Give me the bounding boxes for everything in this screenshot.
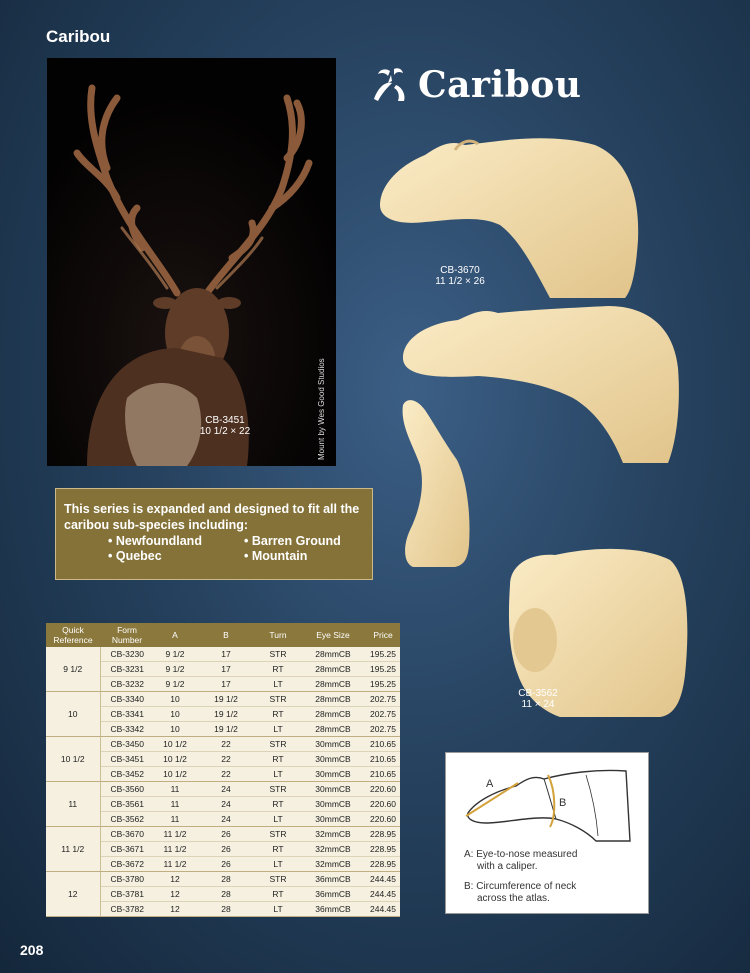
cell-turn: LT xyxy=(256,722,300,737)
cell-form: CB-3342 xyxy=(100,722,154,737)
label-b: B xyxy=(559,797,567,809)
cell-form: CB-3232 xyxy=(100,677,154,692)
cell-form: CB-3450 xyxy=(100,737,154,752)
cell-b: 26 xyxy=(196,842,256,857)
cell-turn: LT xyxy=(256,812,300,827)
cell-eye: 30mmCB xyxy=(300,812,366,827)
table-row xyxy=(46,842,400,857)
cell-b: 28 xyxy=(196,902,256,917)
cell-price: 210.65 xyxy=(366,737,400,752)
cell-form: CB-3562 xyxy=(100,812,154,827)
table-row xyxy=(46,722,400,737)
cell-form: CB-3560 xyxy=(100,782,154,797)
cell-a: 11 xyxy=(154,782,196,797)
cell-b: 19 1/2 xyxy=(196,707,256,722)
cell-turn: RT xyxy=(256,842,300,857)
cell-b: 17 xyxy=(196,677,256,692)
cell-a: 10 1/2 xyxy=(154,737,196,752)
cell-turn: STR xyxy=(256,872,300,887)
col-turn: Turn xyxy=(256,623,300,647)
cell-a: 12 xyxy=(154,872,196,887)
cell-price: 220.60 xyxy=(366,797,400,812)
table-row xyxy=(46,752,400,767)
cell-a: 11 xyxy=(154,797,196,812)
cell-b: 17 xyxy=(196,662,256,677)
cell-b: 22 xyxy=(196,737,256,752)
quick-reference-cell: 12 xyxy=(46,872,100,917)
cell-price: 195.25 xyxy=(366,647,400,662)
cell-price: 195.25 xyxy=(366,677,400,692)
cell-b: 24 xyxy=(196,797,256,812)
cell-price: 202.75 xyxy=(366,722,400,737)
cell-price: 195.25 xyxy=(366,662,400,677)
table-row xyxy=(46,872,400,887)
label-a: A xyxy=(486,778,494,790)
cell-eye: 28mmCB xyxy=(300,662,366,677)
cell-form: CB-3341 xyxy=(100,707,154,722)
cell-turn: RT xyxy=(256,797,300,812)
table-row xyxy=(46,647,400,662)
info-text-line-1: This series is expanded and designed to fit all the xyxy=(64,502,360,516)
cell-form: CB-3452 xyxy=(100,767,154,782)
cell-a: 11 xyxy=(154,812,196,827)
subspecies-item: • Mountain xyxy=(244,549,308,563)
cell-turn: RT xyxy=(256,752,300,767)
cell-a: 9 1/2 xyxy=(154,647,196,662)
cell-b: 22 xyxy=(196,767,256,782)
cell-a: 10 1/2 xyxy=(154,767,196,782)
cell-a: 9 1/2 xyxy=(154,677,196,692)
cell-price: 228.95 xyxy=(366,842,400,857)
cell-b: 17 xyxy=(196,647,256,662)
cell-a: 9 1/2 xyxy=(154,662,196,677)
measurement-diagram xyxy=(445,752,649,914)
cell-eye: 28mmCB xyxy=(300,692,366,707)
table-row xyxy=(46,782,400,797)
brand-title-text: Caribou xyxy=(418,64,582,106)
caribou-photo-illustration xyxy=(47,58,336,466)
cell-eye: 36mmCB xyxy=(300,902,366,917)
col-quick-reference: Quick Reference xyxy=(46,623,100,647)
mannequin-label-cb-3562 xyxy=(498,688,578,710)
cell-eye: 30mmCB xyxy=(300,782,366,797)
cell-price: 244.45 xyxy=(366,902,400,917)
table-row xyxy=(46,707,400,722)
cell-a: 12 xyxy=(154,887,196,902)
cell-eye: 30mmCB xyxy=(300,752,366,767)
cell-eye: 30mmCB xyxy=(300,797,366,812)
col-eye-size: Eye Size xyxy=(300,623,366,647)
cell-turn: STR xyxy=(256,782,300,797)
cell-price: 244.45 xyxy=(366,872,400,887)
photo-caption-code: CB-3451 xyxy=(205,415,245,426)
info-text-line-2: caribou sub-species including: xyxy=(64,518,249,532)
brand-title xyxy=(368,64,581,106)
cell-b: 19 1/2 xyxy=(196,692,256,707)
cell-turn: RT xyxy=(256,707,300,722)
cell-form: CB-3231 xyxy=(100,662,154,677)
cell-price: 220.60 xyxy=(366,812,400,827)
quick-reference-cell: 11 1/2 xyxy=(46,827,100,872)
table-row xyxy=(46,692,400,707)
col-a: A xyxy=(154,623,196,647)
series-info-box xyxy=(55,488,373,580)
cell-a: 11 1/2 xyxy=(154,827,196,842)
table-row xyxy=(46,767,400,782)
cell-a: 10 1/2 xyxy=(154,752,196,767)
mannequin-code: CB-3670 xyxy=(440,265,480,276)
table-header-row xyxy=(46,623,400,647)
cell-eye: 28mmCB xyxy=(300,707,366,722)
cell-eye: 30mmCB xyxy=(300,737,366,752)
col-price: Price xyxy=(366,623,400,647)
cell-eye: 32mmCB xyxy=(300,827,366,842)
table-row xyxy=(46,677,400,692)
cell-turn: LT xyxy=(256,767,300,782)
diagram-note-b: B: Circumference of neck across the atlas. xyxy=(464,881,577,904)
cell-a: 10 xyxy=(154,692,196,707)
diagram-note-a: A: Eye-to-nose measured with a caliper. xyxy=(464,849,578,872)
cell-turn: STR xyxy=(256,692,300,707)
page-number: 208 xyxy=(20,942,44,958)
col-form-number: Form Number xyxy=(100,623,154,647)
cell-turn: LT xyxy=(256,902,300,917)
cell-b: 24 xyxy=(196,812,256,827)
quick-reference-cell: 10 xyxy=(46,692,100,737)
cell-form: CB-3451 xyxy=(100,752,154,767)
cell-price: 210.65 xyxy=(366,767,400,782)
cell-eye: 36mmCB xyxy=(300,872,366,887)
cell-b: 22 xyxy=(196,752,256,767)
cell-price: 202.75 xyxy=(366,707,400,722)
cell-price: 202.75 xyxy=(366,692,400,707)
cell-price: 228.95 xyxy=(366,857,400,872)
cell-eye: 36mmCB xyxy=(300,887,366,902)
cell-form: CB-3561 xyxy=(100,797,154,812)
table-row xyxy=(46,902,400,917)
subspecies-list xyxy=(108,534,364,564)
forms-price-table xyxy=(46,623,400,917)
cell-form: CB-3780 xyxy=(100,872,154,887)
cell-price: 244.45 xyxy=(366,887,400,902)
cell-a: 11 1/2 xyxy=(154,842,196,857)
table-row xyxy=(46,887,400,902)
cell-eye: 28mmCB xyxy=(300,647,366,662)
cell-form: CB-3230 xyxy=(100,647,154,662)
cell-form: CB-3781 xyxy=(100,887,154,902)
cell-price: 210.65 xyxy=(366,752,400,767)
cell-turn: STR xyxy=(256,737,300,752)
subspecies-item: • Quebec xyxy=(108,549,162,563)
table-row xyxy=(46,857,400,872)
cell-turn: STR xyxy=(256,827,300,842)
photo-credit: Mount by Wes Good Studios xyxy=(317,358,326,460)
caribou-logo-icon xyxy=(368,67,410,103)
mannequin-size: 11 1/2 × 26 xyxy=(435,276,485,287)
cell-form: CB-3340 xyxy=(100,692,154,707)
table-row xyxy=(46,827,400,842)
cell-price: 220.60 xyxy=(366,782,400,797)
cell-turn: RT xyxy=(256,662,300,677)
table-row xyxy=(46,737,400,752)
cell-turn: LT xyxy=(256,677,300,692)
cell-b: 19 1/2 xyxy=(196,722,256,737)
mannequin-label-cb-3670 xyxy=(420,265,500,287)
cell-eye: 28mmCB xyxy=(300,722,366,737)
mannequin-form-cb-3670 xyxy=(370,130,650,305)
quick-reference-cell: 11 xyxy=(46,782,100,827)
quick-reference-cell: 9 1/2 xyxy=(46,647,100,692)
cell-a: 10 xyxy=(154,707,196,722)
cell-form: CB-3670 xyxy=(100,827,154,842)
cell-form: CB-3782 xyxy=(100,902,154,917)
photo-caption-size: 10 1/2 × 22 xyxy=(199,426,251,437)
cell-b: 24 xyxy=(196,782,256,797)
table-row xyxy=(46,812,400,827)
mannequin-form-upright xyxy=(395,395,475,570)
cell-b: 28 xyxy=(196,872,256,887)
cell-eye: 32mmCB xyxy=(300,842,366,857)
cell-turn: STR xyxy=(256,647,300,662)
photo-caption xyxy=(177,415,273,437)
quick-reference-cell: 10 1/2 xyxy=(46,737,100,782)
cell-form: CB-3672 xyxy=(100,857,154,872)
cell-eye: 28mmCB xyxy=(300,677,366,692)
head-outline-diagram xyxy=(456,761,640,851)
cell-b: 26 xyxy=(196,857,256,872)
cell-a: 11 1/2 xyxy=(154,857,196,872)
cell-form: CB-3671 xyxy=(100,842,154,857)
subspecies-item: • Barren Ground xyxy=(244,534,341,548)
cell-b: 26 xyxy=(196,827,256,842)
cell-eye: 30mmCB xyxy=(300,767,366,782)
cell-price: 228.95 xyxy=(366,827,400,842)
cell-b: 28 xyxy=(196,887,256,902)
cell-a: 10 xyxy=(154,722,196,737)
cell-turn: LT xyxy=(256,857,300,872)
table-row xyxy=(46,662,400,677)
mannequin-code: CB-3562 xyxy=(518,688,558,699)
page-section-label: Caribou xyxy=(46,27,111,46)
mannequin-size: 11 × 24 xyxy=(521,699,555,710)
col-b: B xyxy=(196,623,256,647)
cell-turn: RT xyxy=(256,887,300,902)
cell-a: 12 xyxy=(154,902,196,917)
table-row xyxy=(46,797,400,812)
caribou-mount-photo xyxy=(47,58,336,466)
subspecies-item: • Newfoundland xyxy=(108,534,202,548)
cell-eye: 32mmCB xyxy=(300,857,366,872)
table-body xyxy=(46,647,400,917)
